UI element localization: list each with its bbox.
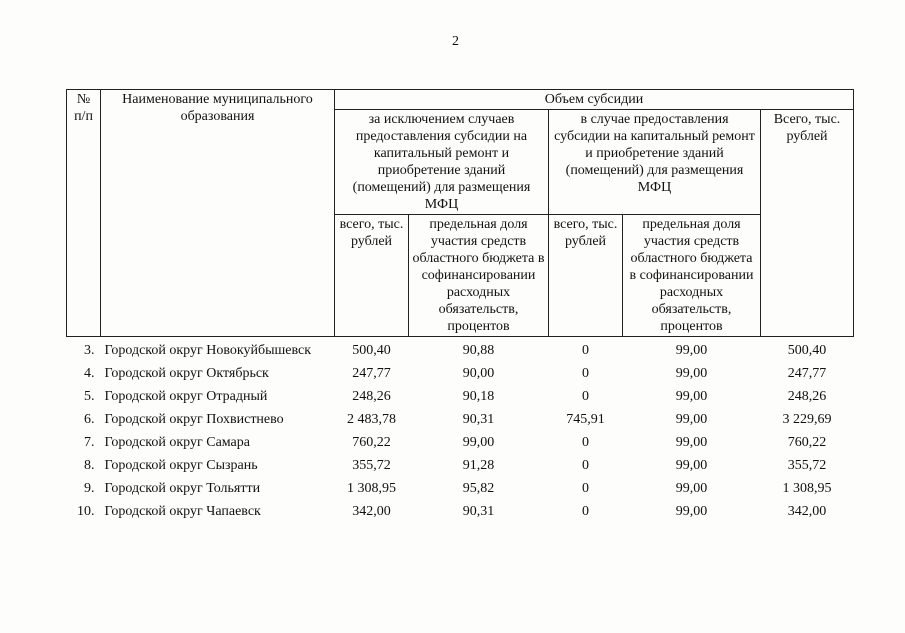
row-excl-total: 248,26 [352,389,391,404]
header-subsidy: Объем субсидии [335,90,854,110]
row-name: Городской округ Сызрань [104,458,258,473]
row-total: 342,00 [787,504,827,519]
row-total: 3 229,69 [782,412,832,427]
row-excl-total: 342,00 [352,504,391,519]
row-num: 9. [84,481,95,496]
row-total: 248,26 [787,389,827,404]
row-incl-total: 0 [582,435,589,450]
header-incl-total: всего, тыс. рублей [549,215,623,337]
row-num: 8. [84,458,95,473]
row-num: 10. [77,504,95,519]
row-total: 247,77 [787,366,827,381]
row-incl-total: 0 [582,458,589,473]
row-excl-share: 90,00 [462,366,495,381]
row-incl-total: 0 [582,504,589,519]
row-name: Городской округ Новокуйбышевск [104,343,312,358]
row-name: Городской округ Тольятти [104,481,261,496]
row-num: 4. [84,366,95,381]
row-excl-total: 760,22 [352,435,391,450]
row-excl-share: 90,31 [462,504,495,519]
header-num: № п/п [67,90,101,337]
row-excl-total: 355,72 [352,458,391,473]
table-row [67,431,854,454]
header-incl-share: предельная доля участия средств областного бюджета в софинансировании расходных обязательств, процентов [623,215,761,337]
row-incl-share: 99,00 [675,435,708,450]
header-excl-total: всего, тыс. рублей [335,215,409,337]
row-incl-share: 99,00 [675,343,708,358]
row-incl-share: 99,00 [675,458,708,473]
row-incl-total: 0 [582,389,589,404]
row-incl-share: 99,00 [675,504,708,519]
row-name: Городской округ Отрадный [104,389,268,404]
row-name: Городской округ Похвистнево [104,412,284,427]
row-num: 7. [84,435,95,450]
row-total: 355,72 [787,458,827,473]
row-total: 760,22 [787,435,827,450]
table-row [67,385,854,408]
row-total: 500,40 [787,343,827,358]
row-incl-share: 99,00 [675,481,708,496]
row-num: 6. [84,412,95,427]
table-row [67,408,854,431]
table-header [67,90,854,337]
row-excl-total: 2 483,78 [347,412,396,427]
header-excl-share: предельная доля участия средств областного бюджета в софинансировании расходных обязательств, процентов [409,215,549,337]
row-excl-share: 90,31 [462,412,495,427]
header-group-incl: в случае предоставления субсидии на капитальный ремонт и приобретение зданий (помещений) для размещения МФЦ [549,110,761,215]
table-row [67,454,854,477]
row-num: 5. [84,389,95,404]
row-excl-share: 95,82 [462,481,495,496]
header-total: Всего, тыс. рублей [761,110,854,337]
table-row [67,337,854,363]
row-excl-share: 99,00 [462,435,495,450]
table-row [67,477,854,500]
page-number: 2 [452,34,459,49]
row-num: 3. [84,343,95,358]
row-incl-total: 0 [582,366,589,381]
row-name: Городской округ Самара [104,435,250,450]
row-total: 1 308,95 [782,481,832,496]
row-name: Городской округ Октябрьск [104,366,269,381]
row-excl-share: 91,28 [462,458,495,473]
row-excl-share: 90,88 [462,343,495,358]
row-incl-share: 99,00 [675,389,708,404]
row-excl-total: 1 308,95 [347,481,396,496]
row-incl-share: 99,00 [675,412,708,427]
table-body [67,337,854,524]
row-name: Городской округ Чапаевск [104,504,261,519]
header-group-excl: за исключением случаев предоставления субсидии на капитальный ремонт и приобретение зданий (помещений) для размещения МФЦ [335,110,549,215]
row-incl-total: 0 [582,343,589,358]
table-row [67,500,854,523]
header-name: Наименование муниципального образования [101,90,335,337]
row-excl-total: 247,77 [352,366,391,381]
row-incl-total: 0 [582,481,589,496]
subsidy-table [66,89,854,523]
row-excl-share: 90,18 [462,389,495,404]
row-excl-total: 500,40 [352,343,391,358]
row-incl-total: 745,91 [566,412,605,427]
table-row [67,362,854,385]
row-incl-share: 99,00 [675,366,708,381]
